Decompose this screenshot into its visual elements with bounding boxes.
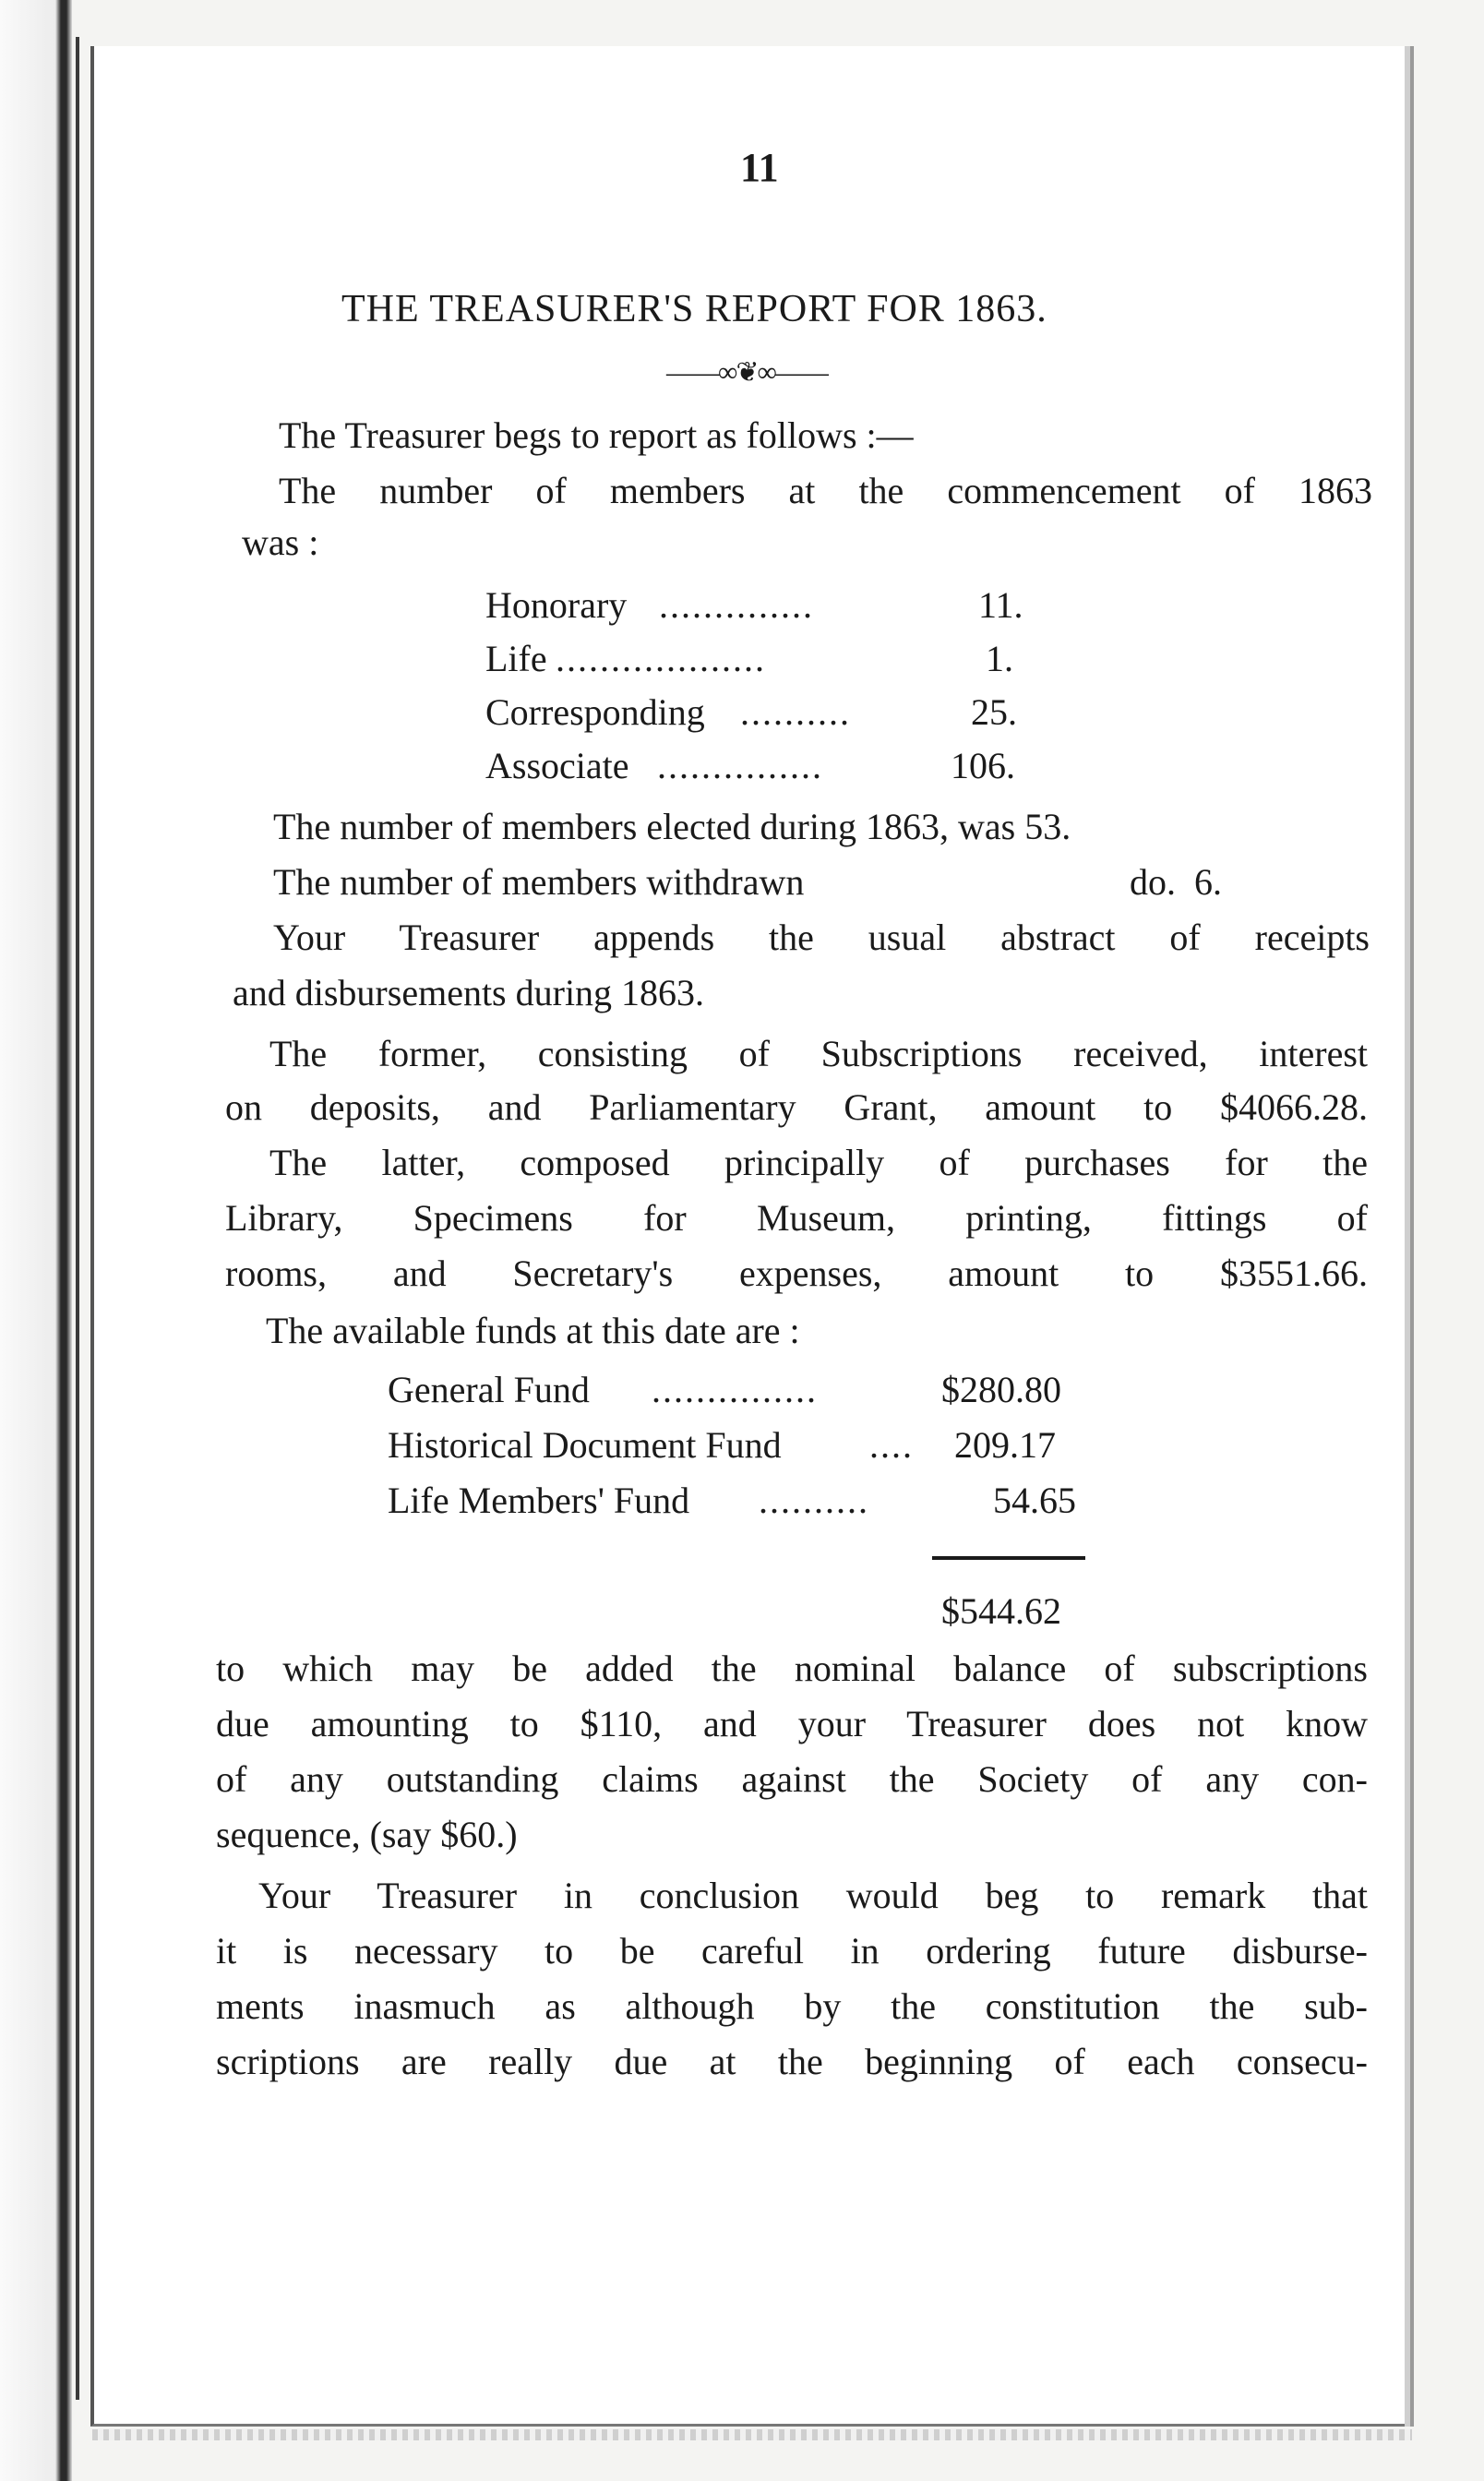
page-content: [94, 46, 1405, 2424]
intro-line: The Treasurer begs to report as follows :—: [279, 414, 914, 456]
member-type-honorary-value: 11.: [978, 584, 1023, 626]
member-type-associate-value: 106.: [951, 745, 1015, 786]
member-type-life-value: 1.: [986, 638, 1013, 679]
member-type-corresponding-value: 25.: [971, 691, 1017, 733]
conclusion-line-1: Your Treasurer in conclusion would beg to remark that: [258, 1875, 1368, 1916]
latter-line-1: The latter, composed principally of purchases for the: [269, 1142, 1368, 1183]
latter-line-2: Library, Specimens for Museum, printing, fittings of: [225, 1197, 1368, 1239]
member-type-life-dots: ...................: [556, 638, 766, 679]
left-page-edge: [0, 0, 72, 2481]
conclusion-line-2: it is necessary to be careful in ordering future disburse-: [216, 1930, 1368, 1972]
member-type-associate-dots: ...............: [657, 745, 823, 786]
fund-life-members-value: 54.65: [993, 1480, 1076, 1521]
funds-total: $544.62: [941, 1590, 1061, 1632]
elected-line: The number of members elected during 1863, was 53.: [273, 806, 1071, 847]
sum-rule: [932, 1556, 1085, 1560]
withdrawn-value: do. 6.: [1130, 861, 1222, 903]
nominal-line-3: of any outstanding claims against the Society of any con-: [216, 1758, 1368, 1800]
member-type-associate-label: Associate: [485, 745, 629, 786]
fund-life-members-label: Life Members' Fund: [388, 1480, 690, 1521]
members-line-1: The number of members at the commencement of 1863: [279, 470, 1372, 511]
page-title: THE TREASURER'S REPORT FOR 1863.: [341, 288, 1047, 330]
bottom-page-edge: [92, 2429, 1412, 2440]
member-type-corresponding-dots: ..........: [740, 691, 851, 733]
nominal-line-1: to which may be added the nominal balance of subscriptions: [216, 1648, 1368, 1689]
abstract-line-2: and disbursements during 1863.: [233, 972, 705, 1013]
member-type-corresponding-label: Corresponding: [485, 691, 705, 733]
abstract-line-1: Your Treasurer appends the usual abstract of receipts: [273, 917, 1370, 958]
book-page: [90, 46, 1405, 2427]
binding-line: [76, 37, 79, 2400]
fund-general-label: General Fund: [388, 1369, 590, 1410]
title-ornament: ——∞❦∞——: [666, 357, 827, 388]
member-type-life-label: Life: [485, 638, 547, 679]
nominal-line-2: due amounting to $110, and your Treasurer does not know: [216, 1703, 1368, 1744]
fund-historical-value: 209.17: [954, 1424, 1056, 1466]
withdrawn-label: The number of members withdrawn: [273, 861, 805, 903]
conclusion-line-3: ments inasmuch as although by the constitution the sub-: [216, 1985, 1368, 2027]
member-type-honorary-dots: ..............: [659, 584, 814, 626]
member-type-honorary-label: Honorary: [485, 584, 628, 626]
nominal-line-4: sequence, (say $60.): [216, 1814, 518, 1855]
latter-line-3: rooms, and Secretary's expenses, amount to $3551.66.: [225, 1252, 1368, 1294]
fund-historical-dots: ....: [869, 1424, 914, 1466]
fund-general-value: $280.80: [941, 1369, 1061, 1410]
right-page-edge: [1406, 55, 1414, 2418]
fund-historical-label: Historical Document Fund: [388, 1424, 782, 1466]
conclusion-line-4: scriptions are really due at the beginning of each consecu-: [216, 2041, 1368, 2082]
former-line-1: The former, consisting of Subscriptions received, interest: [269, 1033, 1368, 1074]
members-line-2: was :: [242, 521, 319, 563]
fund-life-members-dots: ..........: [759, 1480, 869, 1521]
funds-intro: The available funds at this date are :: [266, 1310, 800, 1351]
former-line-2: on deposits, and Parliamentary Grant, amount to $4066.28.: [225, 1086, 1368, 1128]
page-number: 11: [740, 145, 779, 190]
fund-general-dots: ...............: [652, 1369, 818, 1410]
